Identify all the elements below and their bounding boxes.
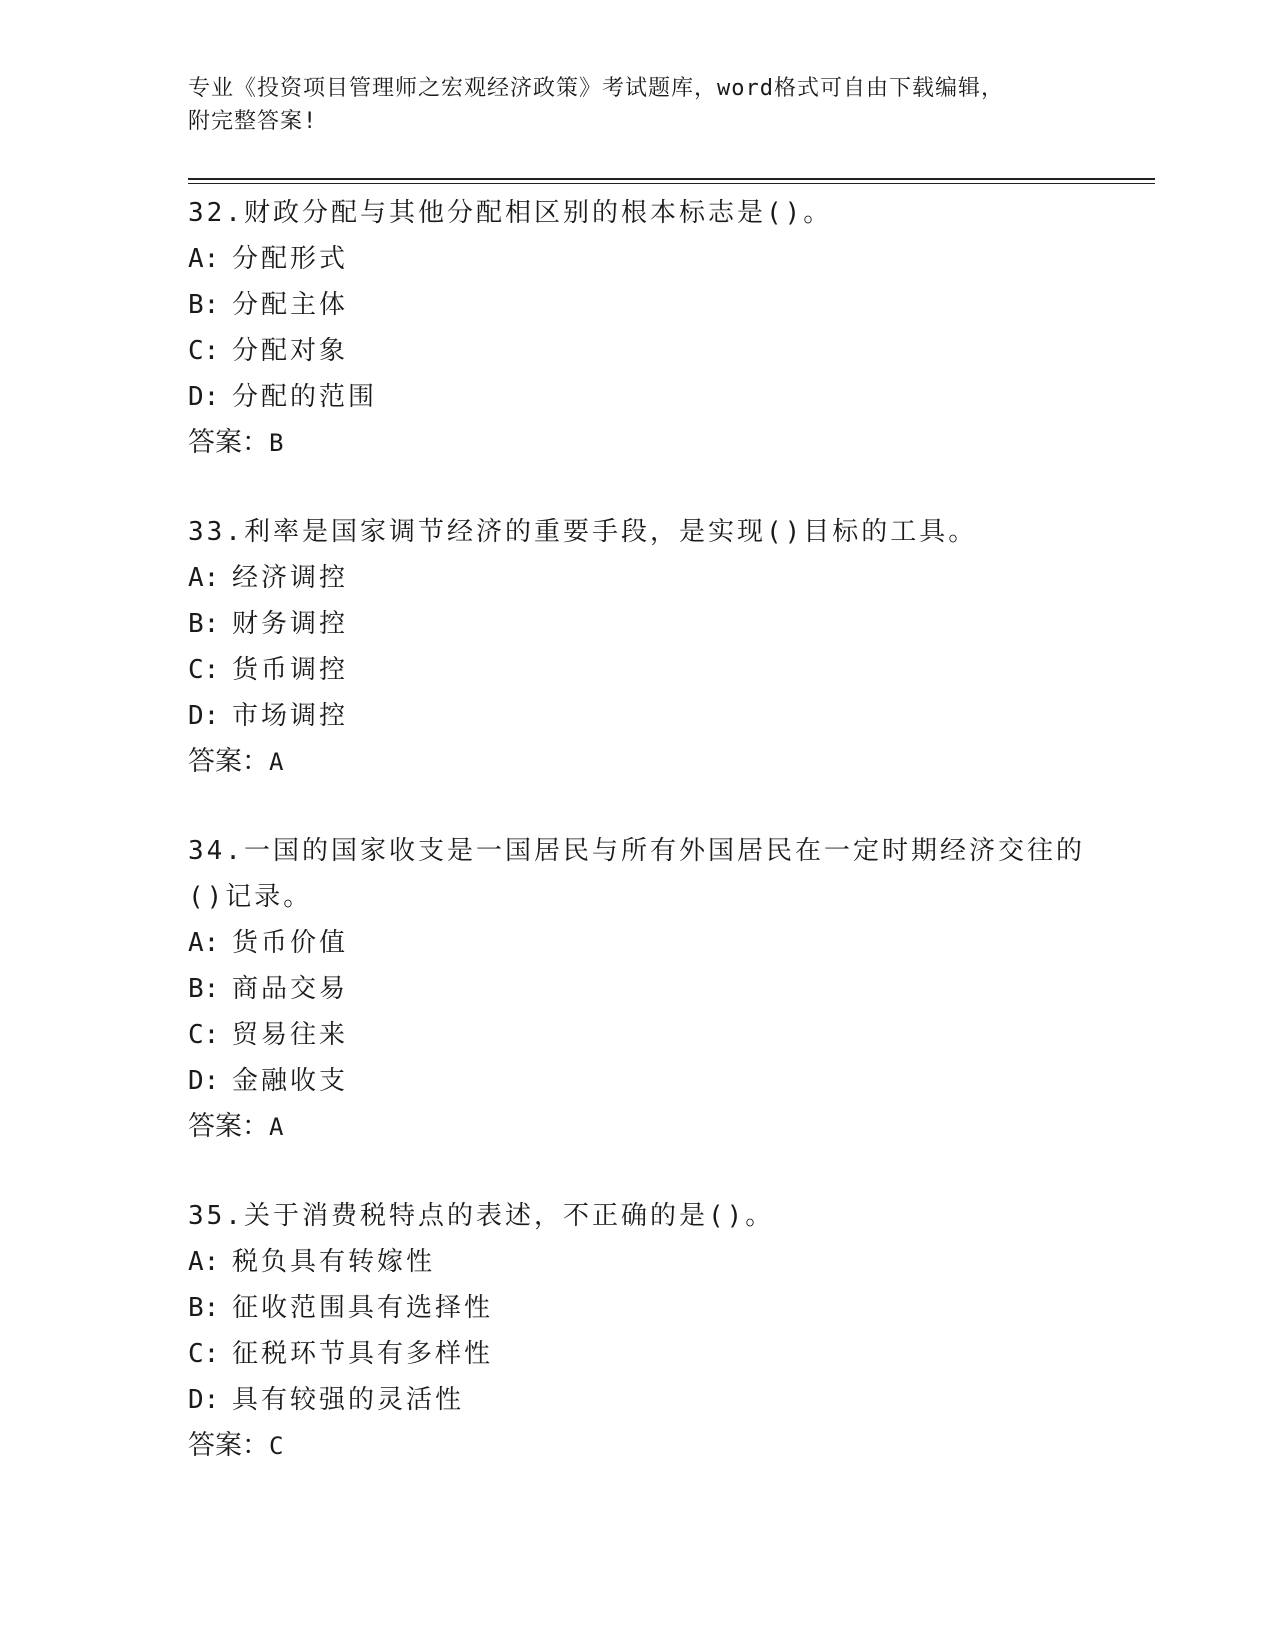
option-letter: C: [188, 1020, 220, 1050]
option-b [188, 966, 1088, 1012]
option-text: 分配形式 [232, 244, 349, 274]
option-text: 贸易往来 [232, 1020, 349, 1050]
option-letter: D: [188, 382, 220, 412]
question-stem: 34.一国的国家收支是一国居民与所有外国居民在一定时期经济交往的 [188, 836, 1085, 866]
option-a [188, 1239, 1088, 1285]
header-divider-thick [188, 178, 1155, 180]
option-text: 分配的范围 [232, 382, 378, 412]
answer-label: 答案： [188, 1111, 269, 1142]
option-d [188, 693, 1088, 739]
option-letter: C: [188, 336, 220, 366]
answer-line [188, 1423, 1088, 1469]
document-header [188, 72, 1088, 138]
option-text: 货币调控 [232, 655, 349, 685]
question-stem: 33.利率是国家调节经济的重要手段，是实现()目标的工具。 [188, 517, 978, 547]
option-c [188, 328, 1088, 374]
question-item [188, 190, 1088, 466]
answer-value: C [269, 1432, 284, 1460]
option-text: 征收范围具有选择性 [232, 1293, 494, 1323]
answer-label: 答案： [188, 427, 269, 458]
option-letter: C: [188, 655, 220, 685]
answer-value: A [269, 748, 284, 776]
option-d [188, 1058, 1088, 1104]
option-letter: A: [188, 563, 220, 593]
answer-value: B [269, 429, 284, 457]
option-letter: B: [188, 290, 220, 320]
answer-value: A [269, 1113, 284, 1141]
option-text: 税负具有转嫁性 [232, 1247, 436, 1277]
option-d [188, 374, 1088, 420]
option-letter: D: [188, 1066, 220, 1096]
option-letter: A: [188, 928, 220, 958]
answer-line [188, 420, 1088, 466]
option-c [188, 1331, 1088, 1377]
question-stem: 32.财政分配与其他分配相区别的根本标志是()。 [188, 198, 833, 228]
option-letter: B: [188, 1293, 220, 1323]
option-b [188, 282, 1088, 328]
option-letter: D: [188, 701, 220, 731]
option-text: 分配对象 [232, 336, 349, 366]
option-a [188, 555, 1088, 601]
option-b [188, 601, 1088, 647]
option-a [188, 236, 1088, 282]
question-list [188, 190, 1088, 1512]
option-letter: D: [188, 1385, 220, 1415]
option-text: 征税环节具有多样性 [232, 1339, 494, 1369]
question-stem-continued: ()记录。 [188, 882, 313, 912]
option-letter: C: [188, 1339, 220, 1369]
option-a [188, 920, 1088, 966]
header-divider-thin [188, 183, 1155, 184]
question-item [188, 828, 1088, 1150]
option-text: 财务调控 [232, 609, 349, 639]
answer-line [188, 739, 1088, 785]
option-text: 分配主体 [232, 290, 349, 320]
option-letter: A: [188, 1247, 220, 1277]
question-item [188, 509, 1088, 785]
option-text: 具有较强的灵活性 [232, 1385, 465, 1415]
answer-label: 答案： [188, 1430, 269, 1461]
header-line-2: 附完整答案! [188, 109, 318, 134]
option-d [188, 1377, 1088, 1423]
option-letter: B: [188, 609, 220, 639]
answer-label: 答案： [188, 746, 269, 777]
option-letter: B: [188, 974, 220, 1004]
option-c [188, 647, 1088, 693]
option-text: 金融收支 [232, 1066, 349, 1096]
option-c [188, 1012, 1088, 1058]
question-item [188, 1193, 1088, 1469]
option-letter: A: [188, 244, 220, 274]
question-stem: 35.关于消费税特点的表述，不正确的是()。 [188, 1201, 775, 1231]
option-b [188, 1285, 1088, 1331]
option-text: 货币价值 [232, 928, 349, 958]
option-text: 经济调控 [232, 563, 349, 593]
header-line-1: 专业《投资项目管理师之宏观经济政策》考试题库，word格式可自由下载编辑， [188, 76, 1004, 101]
option-text: 商品交易 [232, 974, 349, 1004]
option-text: 市场调控 [232, 701, 349, 731]
answer-line [188, 1104, 1088, 1150]
